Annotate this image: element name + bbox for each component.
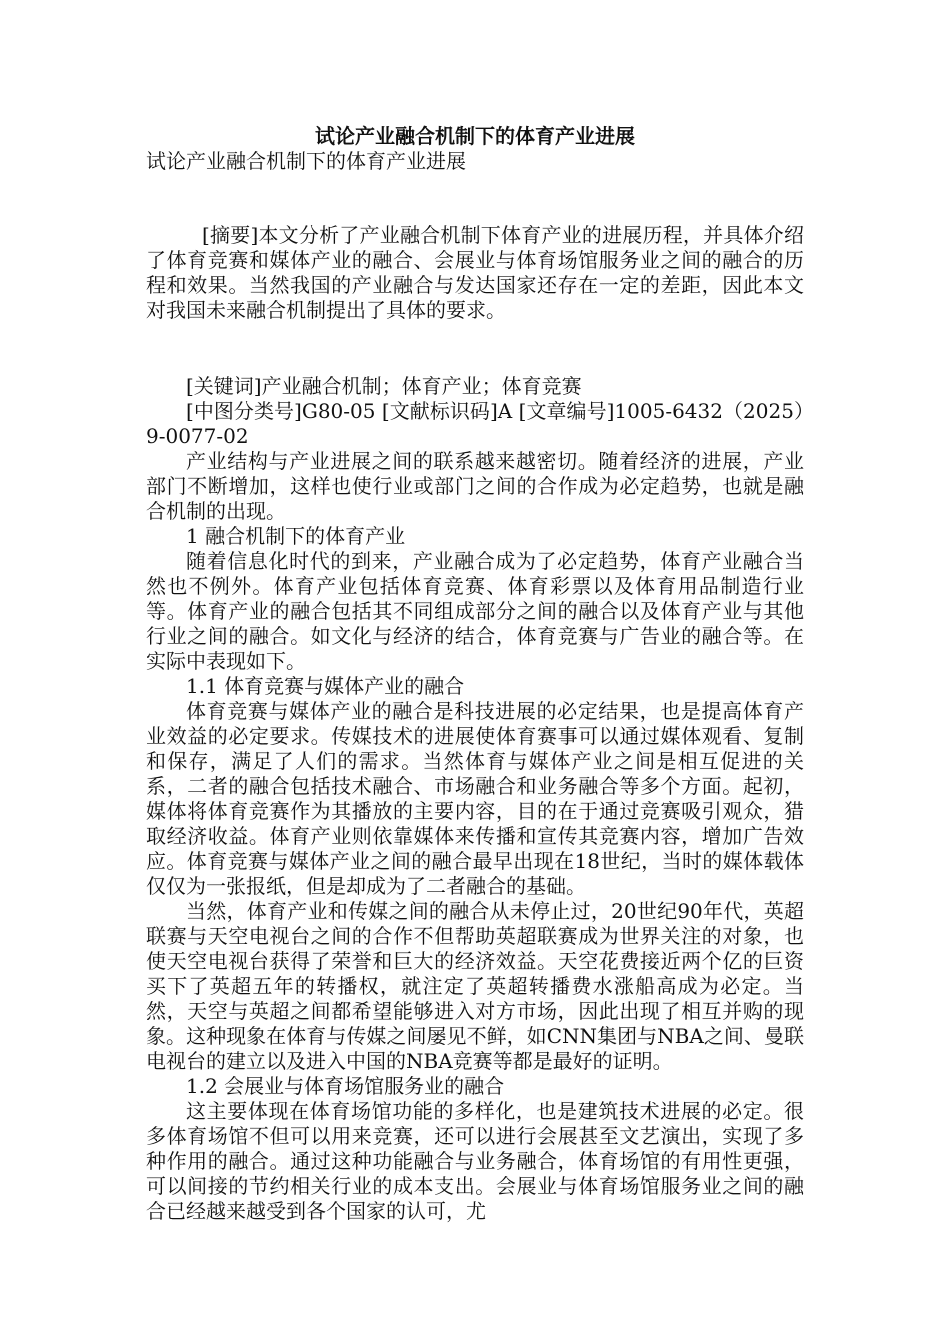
spacer	[146, 199, 804, 223]
classification-line: [中图分类号]G80-05 [文献标识码]A [文章编号]1005-6432（2025）9-0077-02	[146, 399, 804, 448]
section-1-paragraph: 随着信息化时代的到来，产业融合成为了必定趋势，体育产业融合当然也不例外。体育产业包括体育竞赛、体育彩票以及体育用品制造行业等。体育产业的融合包括其不同组成部分之间的融合以及体育产业与其他行业之间的融合。如文化与经济的结合，体育竞赛与广告业的融合等。在实际中表现如下。	[146, 549, 804, 673]
section-1-2-heading: 1.2 会展业与体育场馆服务业的融合	[186, 1074, 505, 1098]
document-title: 试论产业融合机制下的体育产业进展	[315, 124, 635, 148]
section-1-heading: 1 融合机制下的体育产业	[186, 524, 406, 548]
document-body	[146, 149, 804, 1224]
spacer	[146, 348, 804, 374]
spacer	[146, 174, 804, 199]
section-1-1-paragraph-1: 体育竞赛与媒体产业的融合是科技进展的必定结果，也是提高体育产业效益的必定要求。传媒技术的进展使体育赛事可以通过媒体观看、复制和保存，满足了人们的需求。当然体育与媒体产业之间是相互促进的关系，二者的融合包括技术融合、市场融合和业务融合等多个方面。起初，媒体将体育竞赛作为其播放的主要内容，目的在于通过竞赛吸引观众，猎取经济收益。体育产业则依靠媒体来传播和宣传其竞赛内容，增加广告效应。体育竞赛与媒体产业之间的融合最早出现在18世纪，当时的媒体载体仅仅为一张报纸，但是却成为了二者融合的基础。	[146, 699, 804, 898]
spacer	[146, 323, 804, 348]
section-1-1-heading: 1.1 体育竞赛与媒体产业的融合	[186, 674, 465, 698]
document-subtitle: 试论产业融合机制下的体育产业进展	[146, 149, 466, 173]
intro-paragraph: 产业结构与产业进展之间的联系越来越密切。随着经济的进展，产业部门不断增加，这样也使行业或部门之间的合作成为必定趋势，也就是融合机制的出现。	[146, 449, 804, 523]
keywords-line: [关键词]产业融合机制；体育产业；体育竞赛	[186, 374, 582, 398]
abstract-paragraph: [摘要]本文分析了产业融合机制下体育产业的进展历程，并具体介绍了体育竞赛和媒体产业的融合、会展业与体育场馆服务业之间的融合的历程和效果。当然我国的产业融合与发达国家还存在一定的差距，因此本文对我国未来融合机制提出了具体的要求。	[146, 223, 804, 322]
section-1-2-paragraph: 这主要体现在体育场馆功能的多样化，也是建筑技术进展的必定。很多体育场馆不但可以用来竞赛，还可以进行会展甚至文艺演出，实现了多种作用的融合。通过这种功能融合与业务融合，体育场馆的有用性更强，可以间接的节约相关行业的成本支出。会展业与体育场馆服务业之间的融合已经越来越受到各个国家的认可，尤	[146, 1099, 804, 1223]
section-1-1-paragraph-2: 当然，体育产业和传媒之间的融合从未停止过，20世纪90年代，英超联赛与天空电视台之间的合作不但帮助英超联赛成为世界关注的对象，也使天空电视台获得了荣誉和巨大的经济效益。天空花费接近两个亿的巨资买下了英超五年的转播权，就注定了英超转播费水涨船高成为必定。当然，天空与英超之间都希望能够进入对方市场，因此出现了相互并购的现象。这种现象在体育与传媒之间屡见不鲜，如CNN集团与NBA之间、曼联电视台的建立以及进入中国的NBA竞赛等都是最好的证明。	[146, 899, 804, 1073]
